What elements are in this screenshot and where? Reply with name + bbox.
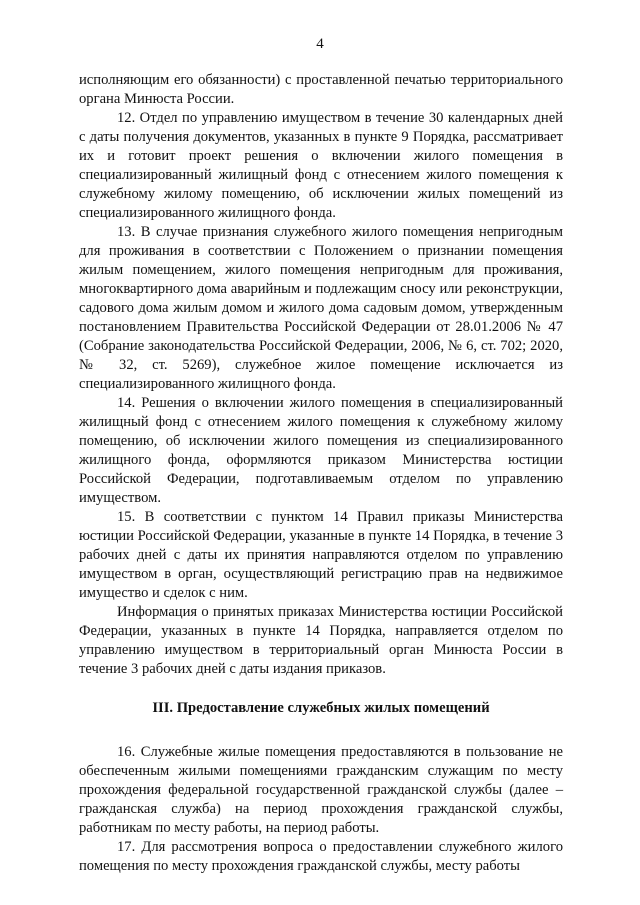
paragraph-13: 13. В случае признания служебного жилого помещения непригодным для проживания в соответствии с Положением о признании помещения жилым помещением, жилого помещения непригодным для проживания, многоквартирного дома аварийным и подлежащим сносу или реконструкции, садового дома жилым домом и жилого дома садовым домом, утвержденным постановлением Правительства Российской Федерации от 28.01.2006 № 47 (Собрание законодательства Российской Федерации, 2006, № 6, ст. 702; 2020, № 32, ст. 5269), служебное жилое помещение исключается из специализированного жилищного фонда. <box>79 224 563 392</box>
paragraph-16: 16. Служебные жилые помещения предоставляются в пользование не обеспеченным жилыми помещениями гражданским служащим по месту прохождения федеральной государственной гражданской службы (далее – гражданская служба) на период прохождения гражданской службы, работникам по месту работы, на период работы. <box>79 744 563 836</box>
paragraph-15: 15. В соответствии с пунктом 14 Правил приказы Министерства юстиции Российской Федерации, указанные в пункте 14 Порядка, в течение 3 рабочих дней с даты их принятия направляются отделом по управлению имуществом в орган, осуществляющий регистрацию прав на недвижимое имущество и сделок с ним. <box>79 509 563 601</box>
paragraph-17: 17. Для рассмотрения вопроса о предоставлении служебного жилого помещения по месту прохождения гражданской службы, месту работы <box>79 839 563 874</box>
page-number: 4 <box>316 36 324 52</box>
paragraph-continuation: исполняющим его обязанности) с проставленной печатью территориального органа Минюста России. <box>79 72 563 107</box>
document-body <box>79 71 563 876</box>
paragraph-15-information: Информация о принятых приказах Министерства юстиции Российской Федерации, указанных в пункте 14 Порядка, направляется отделом по управлению имуществом в территориальный орган Минюста России в течение 3 рабочих дней с даты издания приказов. <box>79 604 563 677</box>
paragraph-12: 12. Отдел по управлению имуществом в течение 30 календарных дней с даты получения документов, указанных в пункте 9 Порядка, рассматривает их и готовит проект решения о включении жилого помещения в специализированный жилищный фонд с отнесением жилого помещения к служебному жилому помещению, об исключении жилых помещений из специализированного жилищного фонда. <box>79 110 563 221</box>
paragraph-14: 14. Решения о включении жилого помещения в специализированный жилищный фонд с отнесением жилого помещения к служебному жилому помещению, об исключении жилого помещения из специализированного жилищного фонда, оформляются приказом Министерства юстиции Российской Федерации, подготавливаемым отделом по управлению имуществом. <box>79 395 563 506</box>
section-heading: III. Предоставление служебных жилых помещений <box>152 700 490 716</box>
